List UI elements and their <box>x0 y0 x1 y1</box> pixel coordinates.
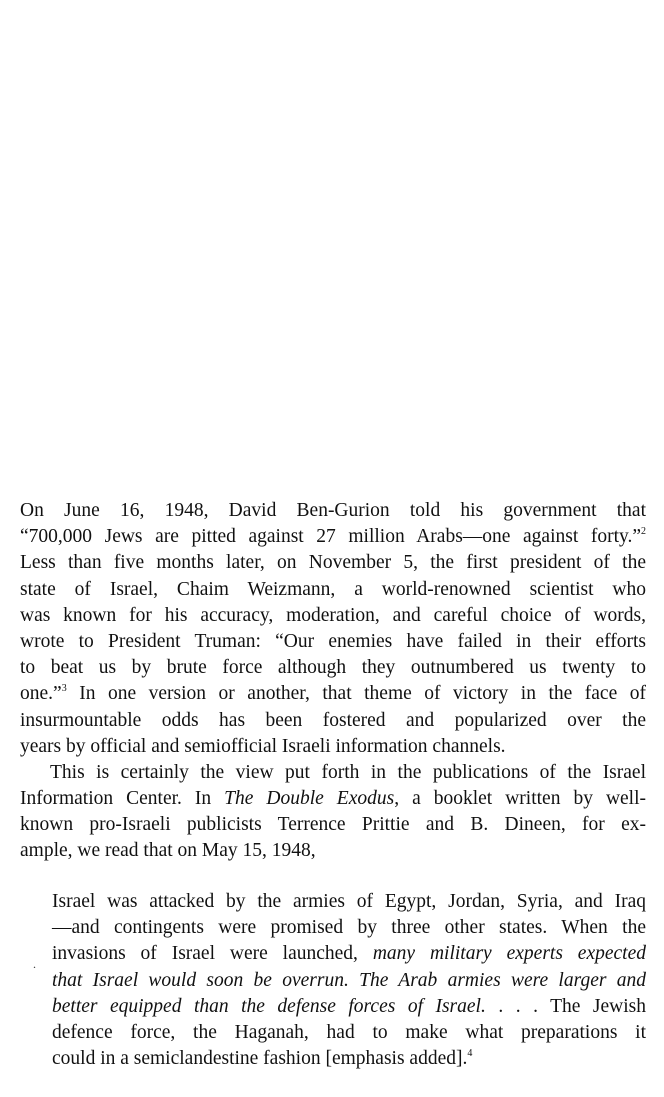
text-line: state of Israel, Chaim Weizmann, a world-renowned scientist who <box>20 578 646 600</box>
stray-mark: . <box>33 957 36 971</box>
quote-line: Israel was attacked by the armies of Egypt, Jordan, Syria, and Iraq <box>52 891 646 912</box>
text-line: one.”$^3$ In one version or another, that theme of victory in the face of <box>20 683 646 705</box>
text-line: wrote to President Truman: “Our enemies have failed in their efforts <box>20 630 646 652</box>
quote-line: better equipped than the defense forces of Israel. . . . The Jewish <box>52 995 646 1017</box>
text-line: to beat us by brute force although they outnumbered us twenty to <box>20 657 646 679</box>
footnote-marker: 3 <box>61 683 67 695</box>
quote-line: invasions of Israel were launched, many military experts expected <box>52 943 646 965</box>
text-line: insurmountable odds has been fostered and popularized over the <box>20 709 646 731</box>
main-text <box>20 498 646 865</box>
quote-line: —and contingents were promised by three other states. When the <box>52 917 646 939</box>
quote-line: defence force, the Haganah, had to make what preparations it <box>52 1021 646 1043</box>
text-line: This is certainly the view put forth in the publications of the Israel <box>50 761 646 783</box>
block-quote <box>52 889 646 1072</box>
text-line: was known for his accuracy, moderation, and careful choice of words, <box>20 604 646 626</box>
text-line: Information Center. In The Double Exodus, a booklet written by well- <box>20 788 647 810</box>
footnote-marker: 4 <box>467 1048 473 1060</box>
text-line: “700,000 Jews are pitted against 27 million Arabs—one against forty.”$^2$ <box>20 526 646 548</box>
text-line: known pro-Israeli publicists Terrence Prittie and B. Dineen, for ex- <box>20 814 646 836</box>
text-line: ample, we read that on May 15, 1948, <box>20 840 316 862</box>
book-title: The Double Exodus <box>224 788 395 810</box>
text-line: On June 16, 1948, David Ben-Gurion told his government that <box>20 500 646 521</box>
text-line: years by official and semiofficial Israeli information channels. <box>20 735 506 757</box>
footnote-marker: 2 <box>641 526 646 538</box>
text-line: Less than five months later, on November 5, the first president of the <box>20 552 646 574</box>
quote-line: could in a semiclandestine fashion [emphasis added].$^4$ <box>52 1048 473 1070</box>
quote-line: that Israel would soon be overrun. The Arab armies were larger and <box>52 969 646 991</box>
